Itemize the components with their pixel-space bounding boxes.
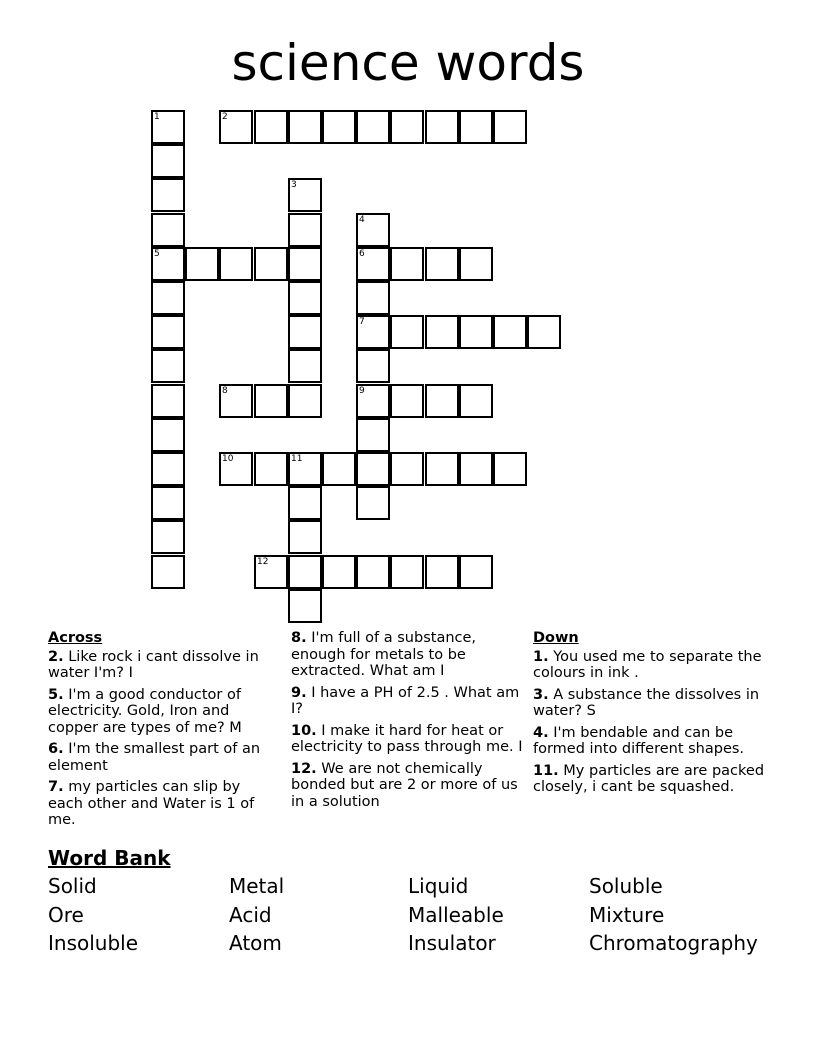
clue-across-2: 2. Like rock i cant dissolve in water I'm? I (48, 648, 259, 681)
grid-cell[interactable] (288, 178, 322, 212)
cell-number: 9 (359, 386, 365, 396)
grid-cell[interactable] (151, 213, 185, 247)
grid-cell[interactable] (288, 520, 322, 554)
grid-cell[interactable] (288, 213, 322, 247)
grid-cell[interactable] (151, 520, 185, 554)
down-heading: Down (533, 630, 579, 646)
grid-cell[interactable] (322, 555, 356, 589)
grid-cell[interactable] (288, 247, 322, 281)
clue-across-10: 10. I make it hard for heat or electricity to pass through me. I (291, 722, 523, 755)
grid-cell[interactable] (356, 452, 390, 486)
word-bank-word: Ore (48, 902, 84, 927)
grid-cell[interactable] (390, 555, 424, 589)
across-heading: Across (48, 630, 103, 646)
clue-across-5: 5. I'm a good conductor of electricity. Gold, Iron and copper are types of me? M (48, 686, 242, 736)
grid-cell[interactable] (151, 178, 185, 212)
cell-number: 7 (359, 317, 365, 327)
grid-cell[interactable] (151, 315, 185, 349)
grid-cell[interactable] (151, 247, 185, 281)
cell-number: 3 (291, 180, 297, 190)
word-bank-word: Insoluble (48, 931, 139, 955)
grid-cell[interactable] (356, 281, 390, 315)
grid-cell[interactable] (356, 213, 390, 247)
word-bank-word: Chromatography (589, 931, 758, 955)
grid-cell[interactable] (390, 452, 424, 486)
clue-across-9: 9. I have a PH of 2.5 . What am I? (291, 684, 520, 717)
grid-cell[interactable] (459, 315, 493, 349)
grid-cell[interactable] (356, 418, 390, 452)
word-bank-word: Malleable (408, 902, 504, 927)
grid-cell[interactable] (459, 555, 493, 589)
across-clues-continued (291, 630, 523, 815)
cell-number: 1 (154, 112, 160, 122)
word-bank-word: Insulator (408, 931, 496, 955)
grid-cell[interactable] (288, 281, 322, 315)
clue-down-3: 3. A substance the dissolves in water? S (533, 686, 760, 719)
grid-cell[interactable] (322, 110, 356, 144)
grid-cell[interactable] (493, 315, 527, 349)
grid-cell[interactable] (151, 384, 185, 418)
grid-cell[interactable] (151, 281, 185, 315)
word-bank-word: Atom (229, 931, 282, 955)
clue-down-4: 4. I'm bendable and can be formed into different shapes. (533, 724, 745, 757)
grid-cell[interactable] (459, 247, 493, 281)
grid-cell[interactable] (151, 555, 185, 589)
down-clues (533, 630, 773, 801)
grid-cell[interactable] (151, 418, 185, 452)
grid-cell[interactable] (288, 110, 322, 144)
grid-cell[interactable] (151, 349, 185, 383)
page-title: science words (231, 34, 585, 92)
clue-across-8: 8. I'm full of a substance, enough for metals to be extracted. What am I (291, 630, 477, 679)
word-bank-word: Metal (229, 874, 285, 898)
grid-cell[interactable] (151, 486, 185, 520)
clue-down-1: 1. You used me to separate the colours in ink . (533, 648, 762, 681)
grid-cell[interactable] (219, 452, 253, 486)
word-bank-word: Soluble (589, 874, 663, 898)
grid-cell[interactable] (425, 247, 459, 281)
grid-cell[interactable] (151, 144, 185, 178)
grid-cell[interactable] (288, 589, 322, 623)
grid-cell[interactable] (425, 452, 459, 486)
grid-cell[interactable] (254, 555, 288, 589)
grid-cell[interactable] (390, 110, 424, 144)
grid-cell[interactable] (322, 452, 356, 486)
cell-number: 2 (222, 112, 228, 122)
grid-cell[interactable] (390, 384, 424, 418)
across-clues (48, 630, 276, 834)
grid-cell[interactable] (219, 110, 253, 144)
grid-cell[interactable] (356, 110, 390, 144)
grid-cell[interactable] (288, 349, 322, 383)
grid-cell[interactable] (459, 110, 493, 144)
clue-across-7: 7. my particles can slip by each other and Water is 1 of me. (48, 779, 255, 828)
grid-cell[interactable] (527, 315, 561, 349)
grid-cell[interactable] (356, 486, 390, 520)
clue-across-6: 6. I'm the smallest part of an element (48, 741, 261, 774)
grid-cell[interactable] (219, 247, 253, 281)
grid-cell[interactable] (459, 384, 493, 418)
grid-cell[interactable] (185, 247, 219, 281)
grid-cell[interactable] (151, 110, 185, 144)
cell-number: 5 (154, 249, 160, 259)
cell-number: 6 (359, 249, 365, 259)
cell-number: 4 (359, 215, 365, 225)
word-bank-word: Solid (48, 874, 97, 898)
grid-cell[interactable] (288, 315, 322, 349)
grid-cell[interactable] (356, 315, 390, 349)
grid-cell[interactable] (254, 247, 288, 281)
grid-cell[interactable] (356, 247, 390, 281)
grid-cell[interactable] (288, 452, 322, 486)
clue-down-11: 11. My particles are are packed closely, i cant be squashed. (533, 762, 765, 795)
grid-cell[interactable] (390, 315, 424, 349)
grid-cell[interactable] (425, 110, 459, 144)
grid-cell[interactable] (356, 384, 390, 418)
grid-cell[interactable] (425, 315, 459, 349)
word-bank-word: Mixture (589, 902, 665, 927)
cell-number: 12 (257, 557, 269, 567)
grid-cell[interactable] (254, 110, 288, 144)
cell-number: 10 (222, 454, 234, 464)
grid-cell[interactable] (390, 247, 424, 281)
grid-cell[interactable] (356, 349, 390, 383)
grid-cell[interactable] (254, 384, 288, 418)
grid-cell[interactable] (254, 452, 288, 486)
clue-across-12: 12. We are not chemically bonded but are 2 or more of us in a solution (291, 760, 518, 810)
grid-cell[interactable] (151, 452, 185, 486)
grid-cell[interactable] (288, 555, 322, 589)
cell-number: 8 (222, 386, 228, 396)
grid-cell[interactable] (356, 555, 390, 589)
grid-cell[interactable] (288, 384, 322, 418)
word-bank-word: Liquid (408, 874, 469, 898)
grid-cell[interactable] (219, 384, 253, 418)
grid-cell[interactable] (425, 384, 459, 418)
word-bank-word: Acid (229, 902, 272, 927)
grid-cell[interactable] (459, 452, 493, 486)
word-bank-title: Word Bank (48, 846, 171, 870)
grid-cell[interactable] (425, 555, 459, 589)
cell-number: 11 (291, 454, 303, 464)
grid-cell[interactable] (493, 110, 527, 144)
grid-cell[interactable] (493, 452, 527, 486)
grid-cell[interactable] (288, 486, 322, 520)
